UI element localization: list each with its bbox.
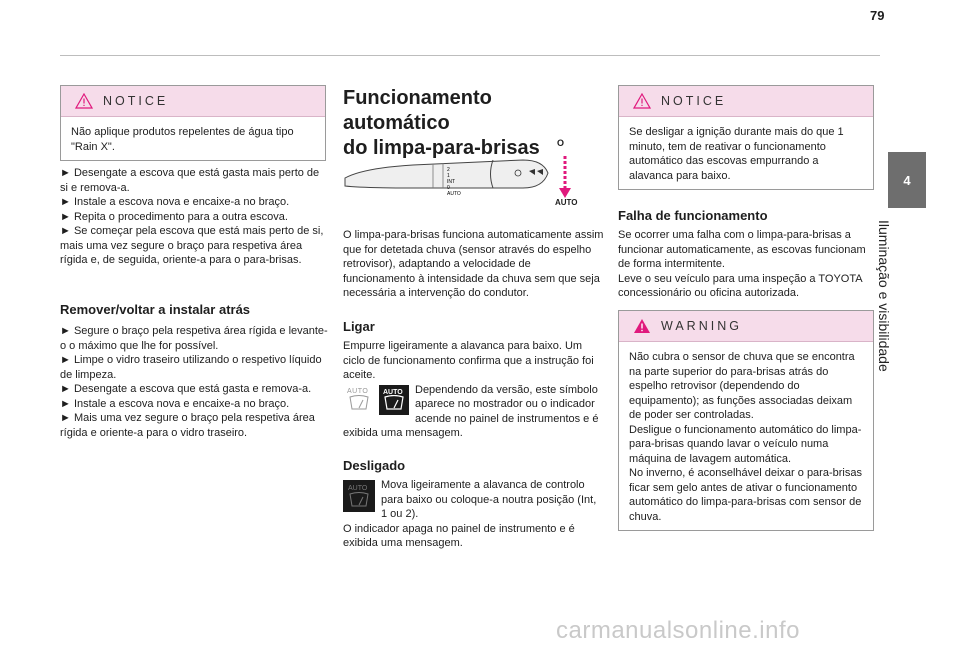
svg-text:INT: INT xyxy=(447,179,456,185)
notice-title: NOTICE xyxy=(661,94,727,108)
step: ► Repita o procedimento para a outra escova. xyxy=(60,210,288,223)
desligado-block xyxy=(343,478,605,551)
auto-wiper-filled-icon xyxy=(379,385,409,415)
desligado-text1: Mova ligeiramente a alavanca de controlo para baixo ou coloque-a noutra posição (Int, 1 ou 2). xyxy=(381,479,597,520)
windshield-filled-icon xyxy=(384,395,404,411)
page-number: 79 xyxy=(870,8,885,23)
ligar-text1: Empurre ligeiramente a alavanca para baixo. Um ciclo de funcionamento confirma que a instrução foi aceite. xyxy=(343,340,594,381)
ligar-icons xyxy=(343,385,409,415)
steps-list-1 xyxy=(60,166,328,268)
warning-filled-triangle-icon xyxy=(633,318,651,334)
wiper-stalk-figure xyxy=(343,138,588,210)
step: ► Mais uma vez segure o braço pela respetiva área rígida e oriente-a para o vidro traseiro. xyxy=(60,412,315,439)
notice-text: Se desligar a ignição durante mais do que 1 minuto, tem de reativar o funcionamento automático das escovas empurrando a alavanca para baixo. xyxy=(629,126,844,182)
watermark: carmanualsonline.info xyxy=(556,617,800,644)
step: ► Se começar pela escova que está mais perto de si, mais uma vez segure o braço para respetiva área rígida e, de seguida, oriente-a para o para-brisas. xyxy=(60,225,324,266)
svg-text:2: 2 xyxy=(447,167,450,173)
warning-triangle-icon xyxy=(75,93,93,109)
auto-label-filled: AUTO xyxy=(383,388,403,396)
notice-title: NOTICE xyxy=(103,94,169,108)
chapter-label xyxy=(872,220,912,400)
notice-text: Não aplique produtos repelentes de água tipo "Rain X". xyxy=(71,126,294,153)
desligado-text2: O indicador apaga no painel de instrumento e é exibida uma mensagem. xyxy=(343,522,575,549)
chapter-tab: 4 xyxy=(888,152,926,208)
section-title-line2: do limpa-para-brisas xyxy=(343,137,540,159)
step: ► Instale a escova nova e encaixe-a no braço. xyxy=(60,196,290,208)
auto-label-off: AUTO xyxy=(348,485,368,492)
section-title-line1: Funcionamento automático xyxy=(343,87,492,134)
heading-desligado: Desligado xyxy=(343,458,406,473)
step: ► Segure o braço pela respetiva área rígida e levante-o o máximo que lhe for possível. xyxy=(60,325,328,352)
steps-list-2 xyxy=(60,324,328,440)
auto-label-outline: AUTO xyxy=(347,387,369,395)
figure-label-o: O xyxy=(557,138,565,148)
heading-falha: Falha de funcionamento xyxy=(618,208,768,223)
svg-text:0: 0 xyxy=(447,185,450,191)
chapter-label-text: Iluminação e visibilidade xyxy=(876,220,892,372)
notice-header xyxy=(619,86,873,117)
ligar-text2: Dependendo da versão, este símbolo aparece no mostrador ou o indicador acende no painel de instrumentos e é exibida uma mensagem. xyxy=(343,383,599,439)
step: ► Limpe o vidro traseiro utilizando o respetivo líquido de limpeza. xyxy=(60,354,322,381)
falha-text: Se ocorrer uma falha com o limpa-para-brisas a funcionar automaticamente, as escovas funcionam de forma intermitente. Leve o seu veículo para uma inspeção a TOYOTA concessionário ou oficina autorizada. xyxy=(618,229,866,299)
svg-text:1: 1 xyxy=(447,173,450,179)
step: ► Desengate a escova que está gasta mais perto de si e remova-a. xyxy=(60,167,320,194)
warning-title: WARNING xyxy=(661,319,742,333)
figure-label-auto: AUTO xyxy=(555,198,578,207)
auto-wiper-outline-icon xyxy=(343,385,375,415)
svg-text:AUTO: AUTO xyxy=(447,191,461,197)
heading-ligar: Ligar xyxy=(343,319,375,334)
ligar-block xyxy=(343,339,605,441)
step: ► Instale a escova nova e encaixe-a no braço. xyxy=(60,397,290,410)
notice-header xyxy=(61,86,325,117)
warning-header xyxy=(619,311,873,342)
section-heading-rear: Remover/voltar a instalar atrás xyxy=(60,302,251,317)
warning-triangle-icon xyxy=(633,93,651,109)
warning-text: Não cubra o sensor de chuva que se encontra na parte superior do para-brisas atrás do espelho retrovisor (dependendo do equipamento); as funções associadas deixam de poder ser controladas. Desligue o funcionamento automático do limpa-para-brisas quando lavar o veículo numa máquina de lavagem automática. No inverno, é aconselhável deixar o para-brisas ficar sem gelo antes de ativar o funcionamento automático do limpa-para-brisas com sensor de chuva. xyxy=(629,351,862,523)
notice-box-1 xyxy=(60,85,326,161)
windshield-outline-icon xyxy=(349,395,369,411)
warning-box xyxy=(618,310,874,531)
wiper-stalk-illustration xyxy=(343,138,588,210)
notice-box-2 xyxy=(618,85,874,190)
auto-wiper-off-icon xyxy=(343,480,375,512)
step: ► Desengate a escova que está gasta e remova-a. xyxy=(60,383,312,395)
windshield-off-icon xyxy=(349,492,369,508)
intro-paragraph: O limpa-para-brisas funciona automaticamente assim que for detetada chuva (sensor através do espelho retrovisor), adaptando a velocidade de funcionamento à intensidade da chuva sem que seja necessária a intervenção do condutor. xyxy=(343,229,604,299)
top-rule xyxy=(60,55,880,56)
